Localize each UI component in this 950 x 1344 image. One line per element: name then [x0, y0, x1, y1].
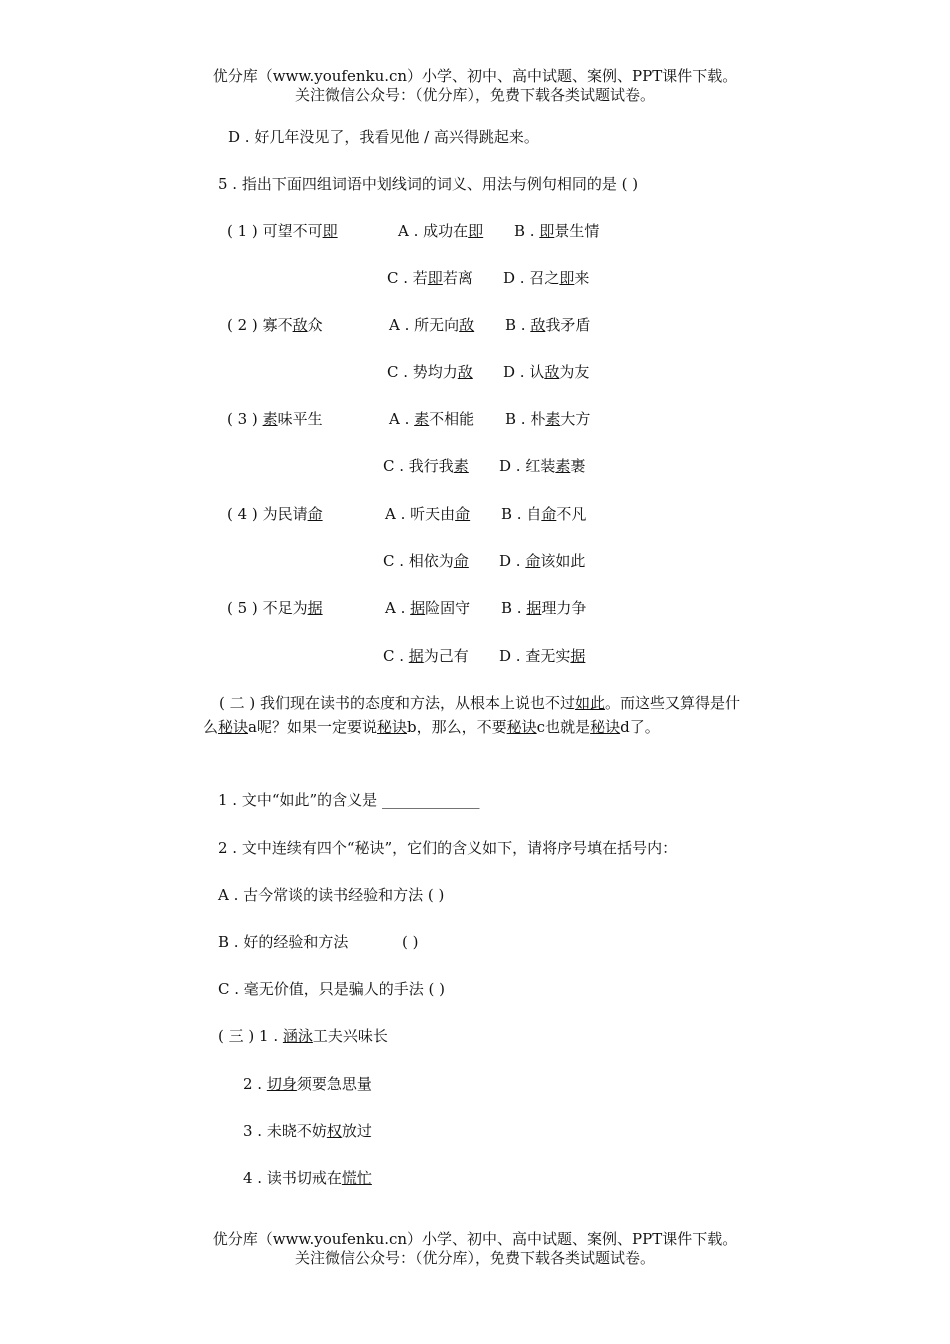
- group-label: ( 2 ): [227, 316, 258, 334]
- section-2-option-b: B . 好的经验和方法: [218, 933, 349, 951]
- underlined-mijue-d: 秘诀: [590, 718, 621, 736]
- section-3-item-2: 2 . 切身须要急思量: [243, 1075, 372, 1093]
- q5-group-1-option-b: B . 即景生情: [514, 222, 600, 240]
- section-3-item-3: 3 . 未晓不妨权放过: [243, 1122, 372, 1140]
- q5-group-3-option-a: A . 素不相能: [389, 410, 475, 428]
- section-2-question-2: 2 . 文中连续有四个“秘诀”，它们的含义如下，请将序号填在括号内：: [218, 839, 678, 857]
- section-2-option-b-paren: ( ): [402, 933, 419, 951]
- q5-group-5-option-a: A . 据险固守: [385, 599, 471, 617]
- q5-group-1-option-a: A . 成功在即: [398, 222, 484, 240]
- section-2-question-1: 1 . 文中“如此”的含义是 _____________: [218, 791, 480, 809]
- q5-group-5-option-b: B . 据理力争: [501, 599, 587, 617]
- underlined-mijue-a: 秘诀: [218, 718, 249, 736]
- q4-option-d: D . 好几年没见了，我看见他 / 高兴得跳起来。: [228, 128, 539, 146]
- q5-group-4-option-a: A . 听天由命: [385, 505, 471, 523]
- q5-group-3-option-c: C . 我行我素: [383, 457, 469, 475]
- q5-group-3-example: ( 3 ) 素味平生: [227, 410, 323, 428]
- group-label: ( 4 ): [227, 505, 258, 523]
- section-2-option-c: C . 毫无价值，只是骗人的手法 ( ): [218, 980, 446, 998]
- q5-group-3-option-d: D . 红装素裹: [499, 457, 586, 475]
- q5-group-4-option-c: C . 相依为命: [383, 552, 469, 570]
- footer-line-2: 关注微信公众号：（优分库），免费下载各类试题试卷。: [294, 1249, 655, 1267]
- q5-group-1-example: [227, 221, 338, 241]
- section-3-item-1: ( 三 ) 1 . 涵泳工夫兴味长: [218, 1027, 388, 1045]
- footer-line-1: 优分库（www.youfenku.cn）小学、初中、高中试题、案例、PPT课件下载。: [212, 1230, 738, 1248]
- group-label: ( 3 ): [227, 410, 258, 428]
- q5-group-3-option-b: B . 朴素大方: [505, 410, 591, 428]
- example-key-word: 即: [322, 222, 338, 240]
- q5-group-4-option-d: D . 命该如此: [499, 552, 586, 570]
- section-2-option-a: A . 古今常谈的读书经验和方法 ( ): [218, 886, 445, 904]
- q5-group-4-option-b: B . 自命不凡: [501, 505, 587, 523]
- group-label: ( 5 ): [227, 599, 258, 617]
- q5-group-1-option-c: C . 若即若离: [387, 269, 473, 287]
- q5-group-1-option-d: D . 召之即来: [503, 269, 590, 287]
- section-3-item-4: 4 . 读书切戒在慌忙: [243, 1169, 372, 1187]
- group-label: ( 1 ): [227, 222, 258, 240]
- q5-group-2-option-c: C . 势均力敌: [387, 363, 473, 381]
- underlined-ruci: 如此: [575, 694, 606, 712]
- header-line-2: 关注微信公众号：（优分库），免费下载各类试题试卷。: [294, 86, 655, 104]
- q5-prompt: 5 . 指出下面四组词语中划线词的词义、用法与例句相同的是 ( ): [218, 175, 639, 193]
- underlined-mijue-c: 秘诀: [506, 718, 537, 736]
- q5-group-2-option-a: A . 所无向敌: [389, 316, 475, 334]
- example-pre: 可望不可: [262, 222, 323, 240]
- q5-group-2-option-d: D . 认敌为友: [503, 363, 590, 381]
- underlined-mijue-b: 秘诀: [377, 718, 408, 736]
- q5-group-5-option-c: C . 据为己有: [383, 647, 469, 665]
- q5-group-2-option-b: B . 敌我矛盾: [505, 316, 591, 334]
- q5-group-5-option-d: D . 查无实据: [499, 647, 586, 665]
- section-2-passage: ( 二 ) 我们现在读书的态度和方法，从根本上说也不过如此。而这些又算得是什么秘诀a呢？如果一定要说秘诀b，那么，不要秘诀c也就是秘诀d了。: [203, 694, 741, 736]
- q5-group-2-example: ( 2 ) 寡不敌众: [227, 316, 323, 334]
- header-line-1: 优分库（www.youfenku.cn）小学、初中、高中试题、案例、PPT课件下载。: [212, 67, 738, 85]
- q5-group-5-example: ( 5 ) 不足为据: [227, 599, 323, 617]
- q5-group-4-example: ( 4 ) 为民请命: [227, 505, 323, 523]
